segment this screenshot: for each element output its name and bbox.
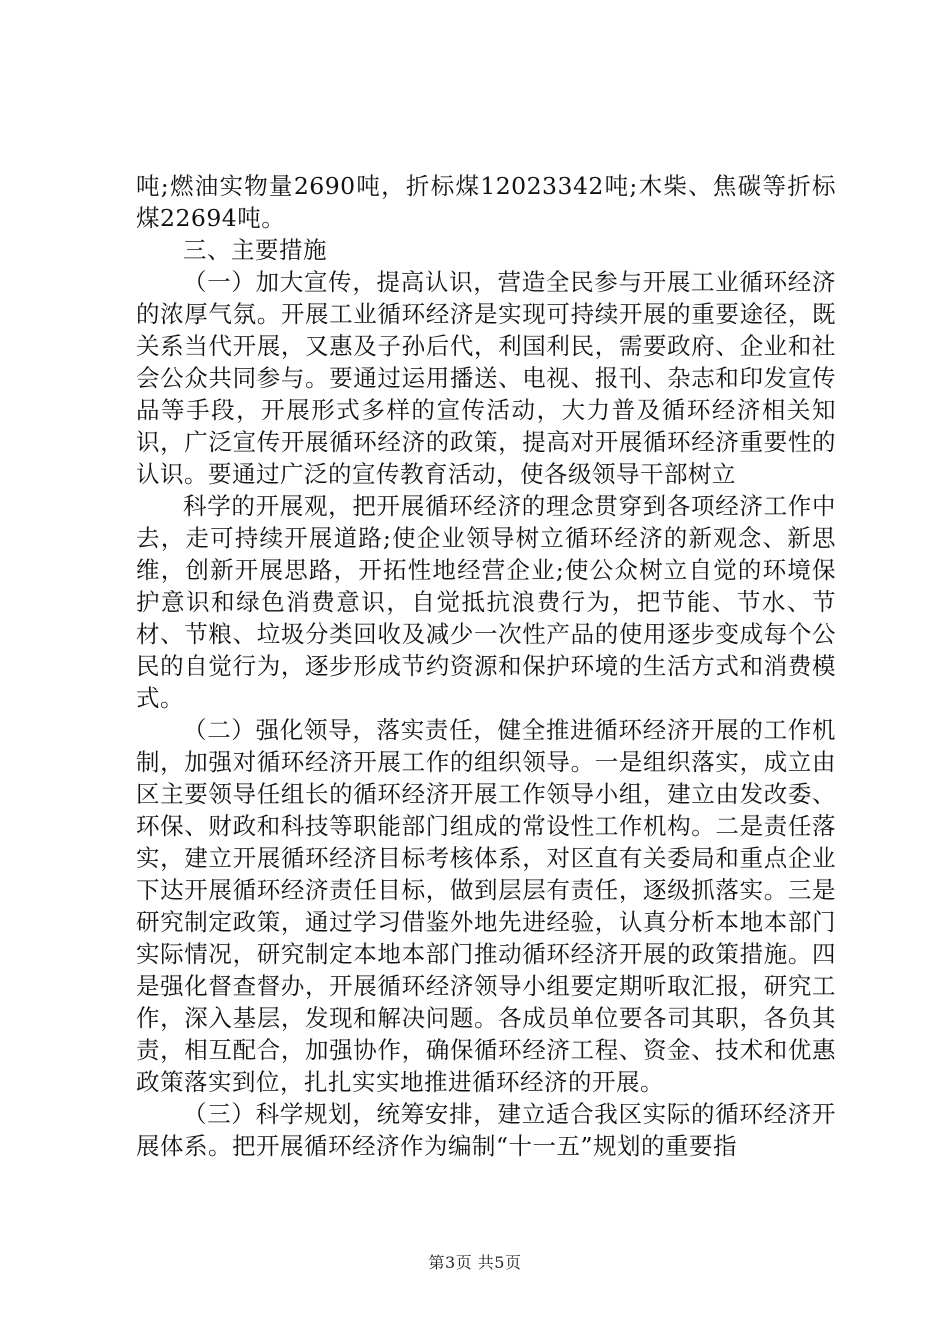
paragraph-measure-3: （三）科学规划，统筹安排，建立适合我区实际的循环经济开展体系。把开展循环经济作为编制“十一五”规划的重要指 <box>136 1100 836 1160</box>
document-body <box>136 170 836 1162</box>
paragraph-continuation: 吨;燃油实物量2690吨，折标煤12023342吨;木柴、焦碳等折标煤22694吨。 <box>136 172 836 232</box>
paragraph-measure-2: （二）强化领导，落实责任，健全推进循环经济开展的工作机制，加强对循环经济开展工作的组织领导。一是组织落实，成立由区主要领导任组长的循环经济开展工作领导小组，建立由发改委、环保、财政和科技等职能部门组成的常设性工作机构。二是责任落实，建立开展循环经济目标考核体系，对区直有关委局和重点企业下达开展循环经济责任目标，做到层层有责任，逐级抓落实。三是研究制定政策，通过学习借鉴外地先进经验，认真分析本地本部门实际情况，研究制定本地本部门推动循环经济开展的政策措施。四是强化督查督办，开展循环经济领导小组要定期听取汇报，研究工作，深入基层，发现和解决问题。各成员单位要各司其职，各负其责，相互配合，加强协作，确保循环经济工程、资金、技术和优惠政策落实到位，扎扎实实地推进循环经济的开展。 <box>136 716 836 1096</box>
paragraph-measure-1: （一）加大宣传，提高认识，营造全民参与开展工业循环经济的浓厚气氛。开展工业循环经济是实现可持续开展的重要途径，既关系当代开展，又惠及子孙后代，利国利民，需要政府、企业和社会公众共同参与。要通过运用播送、电视、报刊、杂志和印发宣传品等手段，开展形式多样的宣传活动，大力普及循环经济相关知识，广泛宣传开展循环经济的政策，提高对开展循环经济重要性的认识。要通过广泛的宣传教育活动，使各级领导干部树立 <box>136 268 836 488</box>
page-number-footer: 第3页 共5页 <box>428 1253 522 1272</box>
section-heading: 三、主要措施 <box>183 236 327 264</box>
paragraph-measure-1-continued: 科学的开展观，把开展循环经济的理念贯穿到各项经济工作中去，走可持续开展道路;使企业领导树立循环经济的新观念、新思维，创新开展思路，开拓性地经营企业;使公众树立自觉的环境保护意识和绿色消费意识，自觉抵抗浪费行为，把节能、节水、节材、节粮、垃圾分类回收及减少一次性产品的使用逐步变成每个公民的自觉行为，逐步形成节约资源和保护环境的生活方式和消费模式。 <box>136 492 836 712</box>
